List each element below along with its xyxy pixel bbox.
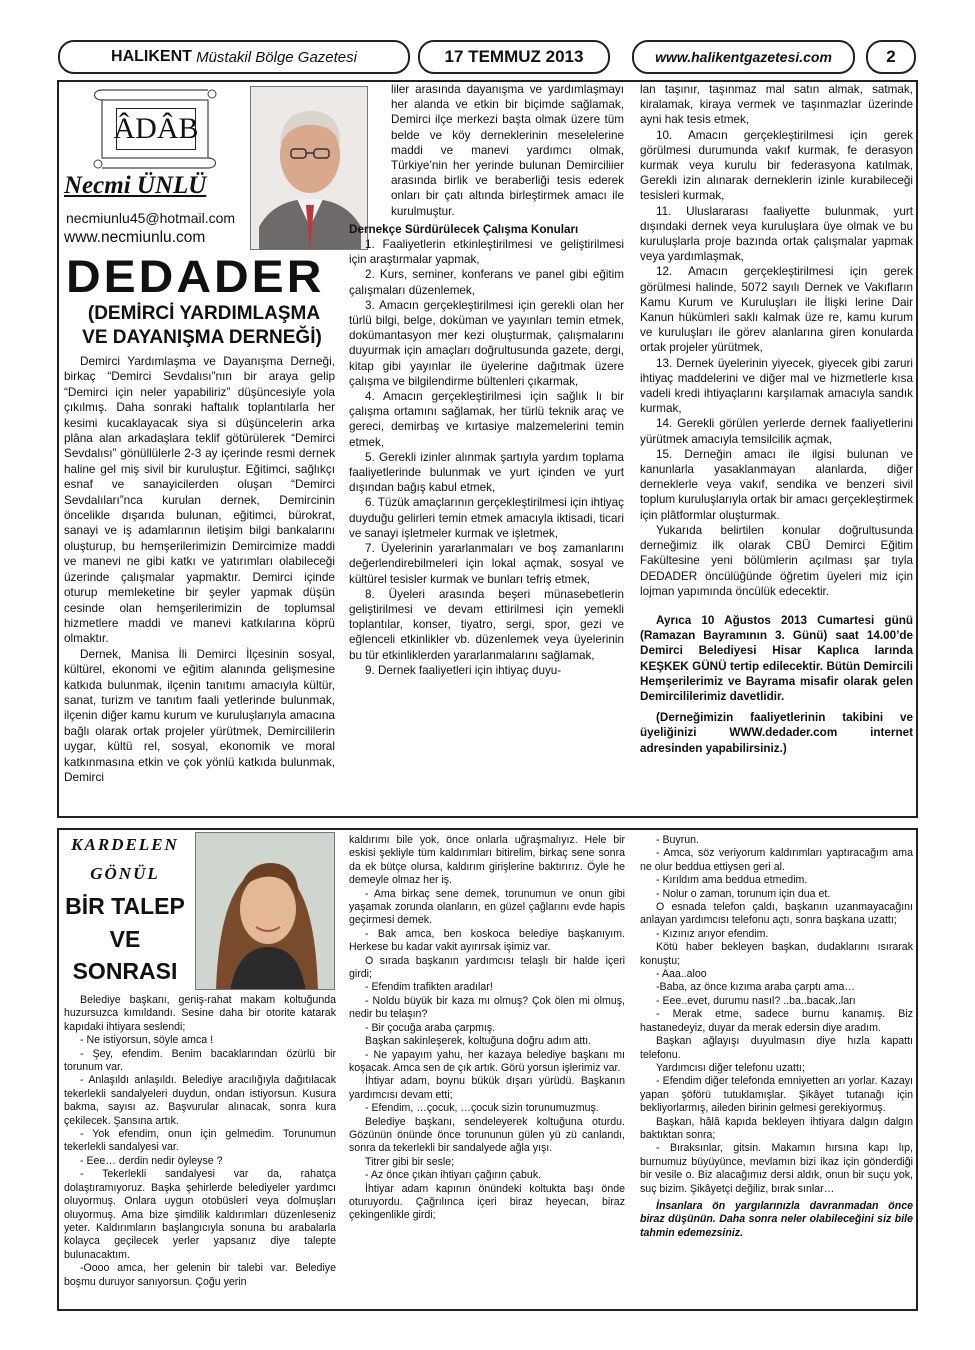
goal-item: 14. Gerekli görülen yerlerde dernek faaliyetlerini yürütmek amacıyla temsilcilik açmak, [640,417,913,446]
story-paragraph: - Eee… derdin nedir öyleyse ? [80,1154,223,1167]
article2-title-line1: BİR TALEP [65,893,185,919]
website-link[interactable]: www.halikentgazetesi.com [655,49,832,65]
article1-paragraph: liler arasında dayanışma ve yardımlaşmayı her alanda ve etkin bir biçimde sağlamak, Demirci ilçe merkezi başta olmak üzere tüm belde ve köy derneklerinin meselelerine maddi ve manevi yardımcı olmak, Türkiye’nin her yerinde bulunan Demirciliier arasında birlik ve beraberliği tesis ederek onları bir çatı altında birleştirmek amacı ile kurulmuştur. [391,83,624,218]
story-paragraph: - Aaa..aloo [656,968,707,981]
issue-date: 17 TEMMUZ 2013 [444,47,584,66]
goal-item: 12. Amacın gerçekleştirilmesi için gerek görülmesi halinde, 5072 sayılı Dernek ve Vakıfların Kamu Kurum ve Kuruluşları ile İlişki lerine Dair Kanun hükümleri saklı kalmak üze re, kamu kurum ve kuruluşları ile görev alanlarına giren konularda ortak projeler yürütmek, [640,265,913,355]
goal-item: 1. Faaliyetlerin etkinleştirilmesi ve geliştirilmesi için araştırmalar yapmak, [349,238,624,267]
story-paragraph: Yardımcısı diğer telefonu uzattı; [656,1061,805,1074]
goal-item: 8. Üyeleri arasında beşeri münasebetlerin geliştirilmesi ve devam ettirilmesi için yemekli toplantılar, konser, tiyatro, sergi, spor, gezi ve eğlenceli etkinlikler vb. düzenlemek veya üyelerinin bu tür etkinliklerden yararlanmalarını sağlamak, [349,587,624,662]
header-page-number [866,40,916,74]
article1-paragraph: Yukarıda belirtilen konular doğrultusunda derneğimiz ilk olarak CBÜ Demirci Eğitim Fakültesine yeni bölümlerin açılması şar tıyla DEDADER öncülüğünde öğretim üyeleri miz için lojman yapımında öncülük edecektir. [640,523,913,598]
event-announcement: Ayrıca 10 Ağustos 2013 Cumartesi günü (Ramazan Bayramının 3. Günü) saat 14.00’de Demirci Belediyesi Hisar Kaplıca larında KEŞKEK GÜNÜ tertip edilecektir. Bütün Demircili Hemşerilerimiz ve Bayrama misafir olarak gelen Demircililerimiz davetlidir. [640,613,913,703]
story-paragraph: - Merak etme, sadece burnu kanamış. Biz hastanedeyiz, duyar da merak edersin diye aradım. [640,1008,913,1034]
article1-column1 [64,354,335,814]
subheadline-line2: VE DAYANIŞMA DERNEĞİ) [82,327,322,348]
author-email[interactable]: necmiunlu45@hotmail.com [66,210,236,226]
story-paragraph: kaldırımı bile yok, önce onlarla uğraşmalıyız. Hele bir eskisi şekliyle tüm kaldırımları bitirelim, birkaç sene sonra da ek bütçe olursa, kaldırım girişlerine baktırırız. Öyle he demeyle olmaz her iş. [349,834,625,887]
page-number: 2 [886,47,896,66]
story-paragraph: - Anlaşıldı anlaşıldı. Belediye aracılığıyla dağıtılacak tekerlekli sandalyeleri duydun, ondan istiyorsun. Kusura bakma, sayısı az. Başvurular alınacak, sonra kura çekilecek. Şansına artık. [64,1074,336,1127]
article2-author-photo [195,832,335,990]
story-paragraph: - Nolur o zaman, torunum için dua et. [656,887,831,900]
story-paragraph: - Az önce çıkan ihtiyarı çağırın çabuk. [365,1169,542,1182]
article2-author-first: KARDELEN [71,835,179,854]
goal-item: 2. Kurs, seminer, konferans ve panel gibi eğitim çalışmaları düzenlemek, [349,268,624,297]
website-note: (Derneğimizin faaliyetlerinin takibini ve üyeliğinizi WWW.dedader.com internet adresinden yapabilirsiniz.) [640,711,913,755]
story-paragraph: - Efendim trafikten aradılar! [365,981,493,994]
story-paragraph: - Ama birkaç sene demek, torunumun ve onun gibi yaşamak zorunda olanların, en güzel çağlarını evde hapis geçirmesi demek. [349,887,625,927]
story-paragraph: O esnada telefon çaldı, başkanın uzanmayacağını anlayan yardımcısı telefonu açtı, sonra başkana uzattı; [640,901,913,927]
story-paragraph: - Efendim diğer telefonda emniyetten arı yorlar. Kazayı yapan şöförü tutuklamışlar. Şikâyet tutanağı için bekliyorlarmış, aileden birinin gelmesi gerekiyormuş. [640,1075,913,1115]
story-paragraph: Başkan, hâlâ kapıda bekleyen ihtiyara dalgın dalgın baktıktan sonra; [640,1115,913,1141]
article2-column2 [349,834,625,1308]
goal-item: 7. Üyelerinin yararlanmaları ve boş zamanlarını değerlendirebilmeleri için lokal açmak, sosyal ve kültürel tesisler kurmak ve bunları tefriş etmek, [349,542,624,586]
story-paragraph: O sırada başkanın yardımcısı telaşlı bir halde içeri girdi; [349,954,625,981]
header-website[interactable] [632,40,855,74]
story-paragraph: - Yok efendim, onun için gelmedim. Torunumun tekerlekli sandalyesi var. [64,1128,336,1154]
story-paragraph: - Bak amca, ben koskoca belediye başkanıyım. Herkese bu kadar vakit ayırırsak işimiz var. [349,927,625,954]
header-paper-name [58,40,410,74]
article1-paragraph: Dernek, Manisa İli Demirci İlçesinin sosyal, kültürel, ekonomi ve eğitim alanında gelişmesine katkıda bulunmak, ilçenin tanıtımı amacıyla kültür, sanat, turizm ve tanıtım faali yetlerinde bulunmak, ilçenin diğer kamu kurum ve kuruluşlarıyla amacına bağlı olarak ortak projeler yürütmek, Demircililerin uygar, kültü rel, sosyal, ekonomik ve moral katkınmasına etkin ve çok yönlü katkıda bulunmak, Demirci [64,646,335,784]
column-logo-box [113,108,199,150]
story-paragraph: Kötü haber bekleyen başkan, dudaklarını ısırarak konuştu; [640,941,913,967]
goal-item: 13. Dernek üyelerinin yiyecek, giyecek gibi zaruri ihtiyaç maddelerini ve diğer mal ve hizmetlerle kısa vadeli kredi ihtiyaçlarını karşılamak amacıyla sandık kurmak, [640,356,913,416]
story-paragraph: - Amca, söz veriyorum kaldırımları yaptıracağım ama ne olur beddua ettiysen geri al. [640,847,913,873]
story-paragraph: Belediye başkanı, sendeleyerek koltuğuna oturdu. Gözünün önünde önce torununun gülen yü zü canlandı, sonra da tekerlekli bir sandalyede ağla yışı. [349,1115,625,1155]
story-paragraph: -Oooo amca, her gelenin bir talebi var. Belediye boşmu duruyor sanıyorsun. Çoğu yerin [64,1262,336,1288]
goal-item: lan taşınır, taşınmaz mal satın almak, satmak, kiralamak, kiraya vermek ve taşınmazlar üzerinde ayni hak tesis etmek, [640,83,913,127]
story-paragraph: - Kırıldım ama beddua etmedim. [656,874,808,887]
article2-column3 [640,834,913,1308]
author-portrait-icon [196,833,335,990]
goal-item: 4. Amacın gerçekleştirilmesi için sağlık lı bir çalışma ortamını sağlamak, her türlü teknik araç ve gereci, demirbaş ve kırtasiye malzemelerini temin etmek, [349,390,624,449]
story-paragraph: - Ne istiyorsun, söyle amca ! [80,1034,214,1047]
story-paragraph: İhtiyar adam kapının önündeki koltukta başı önde oturuyordu. Çağrılınca içeri biraz heyecan, biraz çekingenlikle girdi; [349,1182,625,1222]
story-paragraph: - Şey, efendim. Benim bacaklarından özürlü bir torunum var. [64,1047,336,1074]
paper-name: HALIKENT [111,48,192,65]
goal-item: 10. Amacın gerçekleştirilmesi için gerek görülmesi durumunda vakıf kurmak, fe derasyon kurmak veya kurulu bir federasyona katılmak, Gerekli izin alınarak derneklerin izinle kurabileceği tesisleri kurmak, [640,128,913,203]
story-paragraph: -Baba, az önce kızıma araba çarptı ama… [656,981,856,994]
section-heading: Dernekçe Sürdürülecek Çalışma Konuları [349,222,579,236]
article2-column1 [64,994,336,1308]
story-paragraph: İhtiyar adam, boynu bükük dışarı yürüdü. Başkanın yardımcısı devam etti; [349,1075,625,1101]
story-paragraph: - Ne yapayım yahu, her kazaya belediye başkanı mı koşacak. Amca sen de çık artık. Görü yorsun işlerimiz var. [349,1048,625,1074]
goal-item: 15. Derneğin amacı ile ilgisi bulunan ve kanunlarla yasaklanmayan alanlarda, diğer derneklerle veya vakıf, sendika ve benzeri sivil toplum kuruluşlarıyla ortak bir amacı gerçekleştirmek için plâtformlar oluşturmak. [640,447,913,522]
article1-paragraph: Demirci Yardımlaşma ve Dayanışma Derneği, birkaç “Demirci Sevdalısı”nın bir araya gelip “Demirci için neler yapabiliriz” düşüncesiyle yola çıkılmış. Daha sonraki haftalık toplantılarla her kesimi kucaklayacak siya si düşüncelerin arka plâna alan arkadaşlara teklif götürülerek “Demirci Sevdalısı” gönüllülerle 2-3 ay içerinde resmi dernek haline gel miş sivil bir kuruluştur. Eğitimci, sağlıkçı esnaf ve sanayicilerden oluşan “Demirci Sevdalıları”nca kurulan dernek, Demircinin öncelikle dışarıda bulunan, eğitimci, bürokrat, sanayi ve iş adamlarının iletişim bilgi bankalarını oluşturup, bu hemşerilerimizin Demircimize maddi ve manevi ne gibi katkı ve yatırımları olabileceği üzerinde çalışmalar yapmaktır. Demirci içinde oturup memleketine bir şeyler yapmak düşün cesinde olan hemşerilerimizin de toplumsal hizmetlere maddi ve manevi katkılarına köprü olmaktır. [64,354,335,646]
subheadline-line1: (DEMİRCİ YARDIMLAŞMA [87,303,321,324]
article1-column3 [640,82,913,814]
column-logo-text: ÂDÂB [113,112,199,145]
story-paragraph: Başkan sakinleşerek, koltuğuna doğru adım attı. [365,1035,592,1048]
story-paragraph: Belediye başkanı, geniş-rahat makam koltuğunda huzursuzca kımıldandı. Sesine daha bir otorite katarak kapıdaki ihtiyara seslendi; [64,994,336,1033]
article2-author-last: GÖNÜL [90,864,160,883]
author-name: Necmi ÜNLÜ [64,172,207,199]
goal-item: 9. Dernek faaliyetleri için ihtiyaç duyu- [365,663,562,677]
closing-remark: İnsanlara ön yargılarınızla davranmadan önce biraz düşünün. Daha sonra neler olabileceğini siz bile tahmin edemezsiniz. [640,1199,913,1239]
story-paragraph: - Bir çocuğa araba çarpmış. [365,1021,496,1034]
story-paragraph: - Buyrun. [656,834,699,846]
author-site[interactable]: www.necmiunlu.com [64,229,206,246]
goal-item: 6. Tüzük amaçlarının gerçekleştirilmesi için ihtiyaç duyduğu gelirleri temin etmek amacıyla iktisadi, ticari ve sanayi işletmeler kurmak ve işletmek, [349,496,624,540]
article2-title-line2: VE [109,926,141,952]
paper-subtitle: Müstakil Bölge Gazetesi [196,48,357,66]
header-date [418,40,610,74]
column-logo-scroll [88,86,222,172]
article1-column2 [349,82,624,814]
goal-item: 5. Gerekli izinler alınmak şartıyla yardım toplama faaliyetlerinde bulunmak ve yurt içinden ve yurt dışından bağış kabul etmek, [349,450,624,495]
story-paragraph: - Kızınız arıyor efendim. [656,927,769,940]
story-paragraph: - Eee..evet, durumu nasıl? ..ba..bacak..ları [656,994,856,1007]
story-paragraph: Titrer gibi bir sesle; [365,1155,455,1168]
article2-title-line3: SONRASI [72,958,178,984]
story-paragraph: - Tekerlekli sandalyesi var da, rahatça dolaştıramıyoruz. Başka şehirlerde belediyeler yardımcı oluyormuş. Onlara uygun otobüsleri veya dolmuşları oluyormuş. Ama bize şimdilik kaldırımları düzenleseniz yeter. Kaldırımların başlangıcıyla sonuna bu arabalarla kolayca geçilecek yerler yapsanız diye talepte bulunacaktım. [64,1168,336,1261]
story-paragraph: - Bıraksınlar, gitsin. Makamın hırsına kapı lıp, burnumuz büyüyünce, mevlamın bizi ikaz için gönderdiği bir vesile o. Biz alacağımız dersi aldık, onun bir suçu yok, suç bizim. Şikâyetçi değiliz, bırak sınlar… [640,1142,913,1195]
goal-item: 11. Uluslararası faaliyette bulunmak, yurt dışındaki dernek veya kuruluşlara üye olmak ve bu kuruluşlarla proje bazında ortak çalışmalar yapmak veya yardımlaşmak, [640,204,913,264]
goal-item: 3. Amacın gerçekleştirilmesi için gerekli olan her türlü bilgi, belge, doküman ve yayınları temin etmek, dokümantasyon mer kezi oluşturmak, çalışmalarını duyurmak için amaçları doğrultusunda gazete, dergi, kitap gibi yayınlar ile üyelerine dağıtmak üzere çalışma ve bilgilendirme bültenleri çıkarmak, [349,298,624,388]
headline: DEDADER [66,252,325,303]
story-paragraph: Başkan ağlayışı duyulmasın diye hızla kapattı telefonu. [640,1035,913,1061]
story-paragraph: - Noldu büyük bir kaza mı olmuş? Çok ölen mi olmuş, nedir bu telaşın? [349,994,625,1021]
story-paragraph: - Efendim, …çocuk, …çocuk sizin torunumuzmuş. [365,1102,599,1115]
